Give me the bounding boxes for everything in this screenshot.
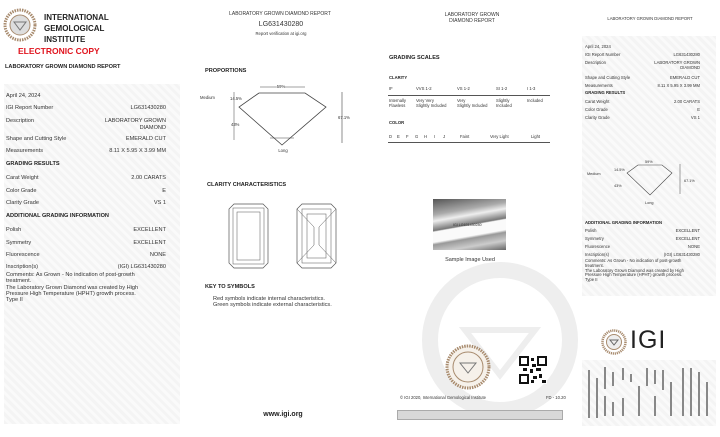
clarity-grade-if: IF <box>389 86 393 91</box>
value-description: LABORATORY GROWN DIAMOND <box>104 118 166 131</box>
summary-value-polish: EXCELLENT <box>675 228 700 233</box>
clarity-desc-si: Slightly Included <box>496 98 512 108</box>
value-shape: EMERALD CUT <box>125 136 166 142</box>
center-title: LABORATORY GROWN DIAMOND REPORT <box>229 11 331 17</box>
girdle-label: Medium <box>200 95 215 100</box>
summary-label-report-number: IGI Report Number <box>585 52 621 57</box>
value-carat: 2.00 CARATS <box>131 175 166 181</box>
clarity-scale-line <box>388 95 550 96</box>
depth-percent: 67.1% <box>338 115 350 120</box>
culet-label: Long <box>278 148 288 153</box>
summary-title: LABORATORY GROWN DIAMOND REPORT <box>607 16 693 21</box>
clarity-scale-heading: CLARITY <box>389 75 408 80</box>
summary-value-symmetry: EXCELLENT <box>675 236 700 241</box>
website-link[interactable]: www.igi.org <box>263 411 303 418</box>
clarity-desc-vs: Very Slightly Included <box>457 98 488 108</box>
igi-logo-text: IGI <box>630 326 667 354</box>
summary-value-clarity: VS 1 <box>690 115 700 120</box>
color-grade: Light <box>531 134 541 139</box>
org-name: INTERNATIONAL GEMOLOGICAL INSTITUTE <box>44 13 109 44</box>
clarity-plot-pavilion <box>296 203 338 270</box>
value-color: E <box>162 188 166 194</box>
summary-comments: Comments: As Grown - No indication of post-growth treatment. The Laboratory Grown Diamond was created by High Pressure High Temperature (HPHT) growth process. Type II <box>585 258 684 283</box>
key-to-symbols-text: Red symbols indicate internal characteristics. Green symbols indicate external characteristics. <box>213 296 332 308</box>
verification-text: Report verification at igi.org <box>255 31 307 36</box>
color-grade: D <box>389 134 393 139</box>
summary-label-symmetry: Symmetry <box>585 236 604 241</box>
value-polish: EXCELLENT <box>133 227 166 233</box>
summary-value-report-number: LG631430280 <box>673 52 700 57</box>
label-color: Color Grade <box>6 188 37 194</box>
igi-seal-logo <box>3 8 37 42</box>
additional-heading: ADDITIONAL GRADING INFORMATION <box>6 213 109 219</box>
summary-label-color: Color Grade <box>585 107 608 112</box>
clarity-grade-vs: VS 1-2 <box>457 86 470 91</box>
color-grade: I <box>434 134 436 139</box>
color-scale-line <box>388 142 550 143</box>
electronic-copy-label: ELECTRONIC COPY <box>18 46 100 56</box>
grading-scales-heading: GRADING SCALES <box>389 55 440 61</box>
center-report-number: LG631430280 <box>258 21 304 28</box>
summary-label-description: Description <box>585 60 606 65</box>
igi-logo-seal <box>601 329 627 355</box>
summary-date: April 24, 2024 <box>585 44 611 49</box>
value-symmetry: EXCELLENT <box>133 240 166 246</box>
color-grade: G <box>415 134 419 139</box>
label-report-number: IGI Report Number <box>6 105 54 111</box>
label-description: Description <box>6 118 34 124</box>
key-to-symbols-heading: KEY TO SYMBOLS <box>205 284 255 290</box>
pavilion-percent: 43% <box>231 122 240 127</box>
report-date: April 24, 2024 <box>6 93 41 99</box>
label-symmetry: Symmetry <box>6 240 32 246</box>
clarity-desc-i: Included <box>527 98 543 103</box>
value-clarity: VS 1 <box>153 200 166 206</box>
summary-value-measurements: 8.11 X 5.95 X 3.99 MM <box>657 83 700 88</box>
scales-title: LABORATORY GROWN DIAMOND REPORT <box>444 12 500 24</box>
clarity-desc-vvs: Very Very Slightly Included <box>416 98 447 108</box>
copyright: © IGI 2020, International Gemological Institute <box>400 395 486 400</box>
value-inscription: (IGI) LG631430280 <box>117 264 166 270</box>
summary-label-shape: Shape and Cutting Style <box>585 75 631 80</box>
clarity-plot-crown <box>228 203 270 270</box>
summary-value-color: E <box>697 107 700 112</box>
value-measurements: 8.11 X 5.95 X 3.99 MM <box>109 148 166 154</box>
crown-percent: 14.5% <box>230 96 242 101</box>
summary-grading-heading: GRADING RESULTS <box>585 90 626 95</box>
color-grade: F <box>406 134 409 139</box>
qr-code[interactable] <box>519 356 547 384</box>
summary-girdle: Medium <box>587 172 601 176</box>
summary-label-inscription: Inscription(s) <box>585 252 609 257</box>
summary-value-shape: EMERALD CUT <box>669 75 700 80</box>
label-measurements: Measurements <box>6 148 43 154</box>
summary-value-inscription: (IGI) LG631430280 <box>663 252 700 257</box>
summary-table-percent: 59% <box>645 160 653 164</box>
summary-pavilion: 43% <box>614 184 622 188</box>
sample-caption: Sample Image Used <box>445 257 495 263</box>
clarity-desc-if: Internally Flawless <box>389 98 406 108</box>
color-grade: Very Light <box>490 134 509 139</box>
summary-value-description: LABORATORY GROWN DIAMOND <box>654 60 700 70</box>
summary-value-carat: 2.00 CARATS <box>674 99 700 104</box>
summary-value-fluorescence: NONE <box>687 244 700 249</box>
summary-depth: 67.1% <box>684 179 695 183</box>
summary-culet: Long <box>645 201 654 205</box>
comments: Comments: As Grown - No indication of post-growth treatment. The Laboratory Grown Diamond was created by High Pressure High Temperature (HPHT) growth process. Type II <box>6 272 139 304</box>
label-carat: Carat Weight <box>6 175 39 181</box>
color-grade: H <box>424 134 428 139</box>
color-scale-heading: COLOR <box>389 120 405 125</box>
summary-additional-heading: ADDITIONAL GRADING INFORMATION <box>585 220 663 225</box>
summary-label-fluorescence: Fluorescence <box>585 244 611 249</box>
value-fluorescence: NONE <box>149 252 166 258</box>
color-grade: E <box>397 134 400 139</box>
summary-label-carat: Carat Weight <box>585 99 610 104</box>
rotated-summary-text <box>584 362 714 424</box>
summary-label-clarity: Clarity Grade <box>585 115 610 120</box>
clarity-grade-si: SI 1-2 <box>496 86 508 91</box>
label-inscription: Inscription(s) <box>6 264 39 270</box>
form-code: FD - 10.20 <box>546 395 566 400</box>
summary-label-polish: Polish <box>585 228 597 233</box>
color-grade: Faint <box>460 134 470 139</box>
summary-crown: 14.5% <box>614 168 625 172</box>
clarity-grade-vvs: VVS 1-2 <box>416 86 432 91</box>
clarity-grade-i: I 1-3 <box>527 86 536 91</box>
sample-inscription-text: IGI LG631430280 <box>453 223 482 227</box>
value-report-number: LG631430280 <box>130 105 166 111</box>
sample-inscription-image <box>433 199 506 250</box>
label-polish: Polish <box>6 227 22 233</box>
clarity-characteristics-heading: CLARITY CHARACTERISTICS <box>207 182 287 188</box>
table-percent: 59% <box>276 84 286 89</box>
report-type: LABORATORY GROWN DIAMOND REPORT <box>5 64 121 70</box>
security-strip <box>397 410 563 420</box>
igi-seal <box>445 344 491 390</box>
proportions-heading: PROPORTIONS <box>205 68 247 74</box>
label-fluorescence: Fluorescence <box>6 252 40 258</box>
label-shape: Shape and Cutting Style <box>6 136 67 142</box>
label-clarity: Clarity Grade <box>6 200 39 206</box>
summary-label-measurements: Measurements <box>585 83 613 88</box>
grading-results-heading: GRADING RESULTS <box>6 161 60 167</box>
color-grade: J <box>443 134 446 139</box>
